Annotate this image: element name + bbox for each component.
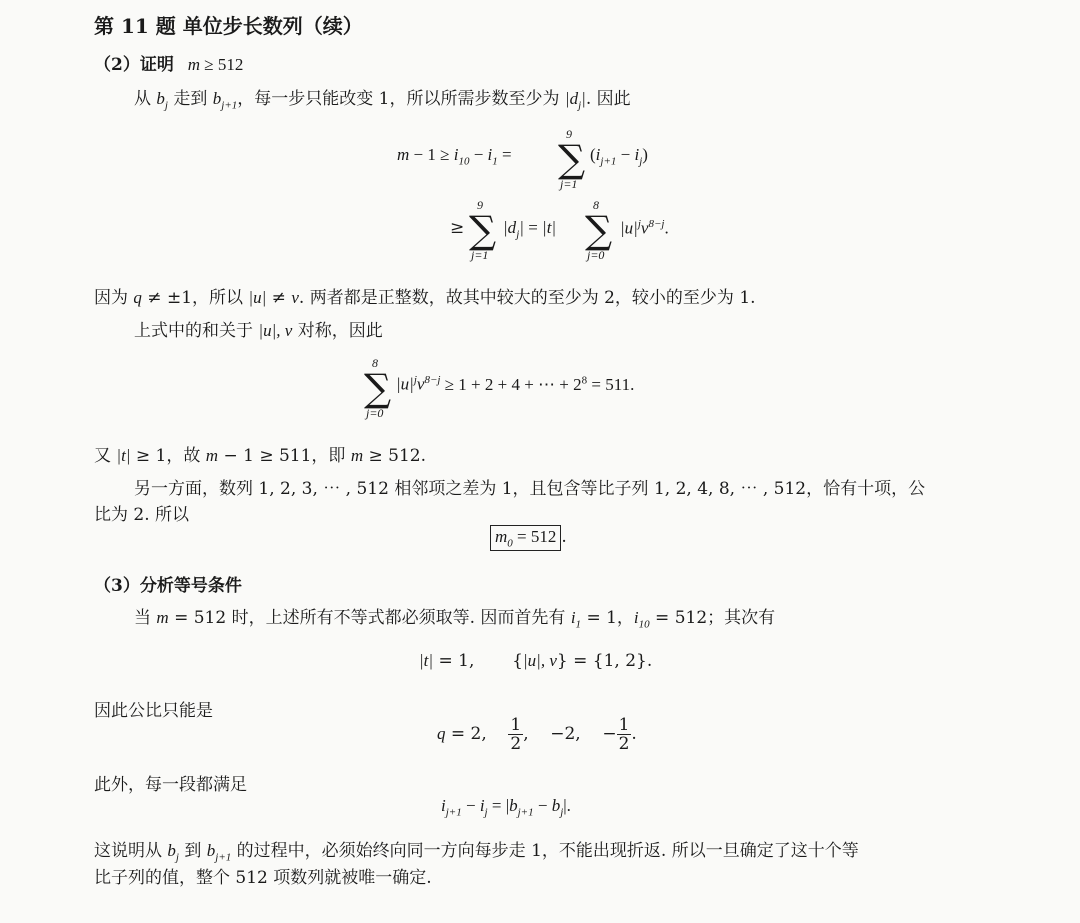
part3-line5 <box>94 863 432 888</box>
page-title-text: 第 11 题 单位步长数列（续） <box>94 14 363 38</box>
eq2-mid: $|d_j| = |t|$ <box>503 218 557 241</box>
part2-heading-label: （2）证明 <box>94 55 174 75</box>
part2-line4: 又 |t| ≥ 1，故 m − 1 ≥ 511，即 m ≥ 512. <box>94 446 427 466</box>
eq2-sum2-lower: j=0 <box>587 248 605 262</box>
part3-eq3: $i_{j+1} - i_j = |b_{j+1} - b_j|$. <box>441 796 571 819</box>
eq2-sum2-upper: 8 <box>593 198 599 212</box>
part3-heading <box>94 571 242 596</box>
eq1-sum-sign: ∑ <box>558 137 586 181</box>
part3-eq1: |t| = 1, {|u|, v} = {1, 2}. <box>419 651 653 671</box>
fraction-neg-half: $\frac{1}{2}$ <box>618 715 630 754</box>
part2-line1: 从 $b_j$ 走到 $b_{j+1}$，每一步只能改变 1，所以所需步数至少为 $|d_j|$. 因此 <box>134 89 631 112</box>
eq2-sum1-lower: j=1 <box>471 248 489 262</box>
part2-heading <box>94 50 243 75</box>
eq1-lhs: $m - 1 \ge i_{10} - i_1$ = <box>397 145 512 168</box>
eq1-sum-upper: 9 <box>566 127 572 141</box>
eq1-sum-lower: j=1 <box>560 177 578 191</box>
boxed-result-value: $m_0 = 512$ <box>490 525 561 551</box>
part3-line2: 因此公比只能是 <box>94 701 213 721</box>
page-title <box>94 10 363 39</box>
part3-line3: 此外，每一段都满足 <box>94 775 247 795</box>
part3-heading-label: （3）分析等号条件 <box>94 576 242 596</box>
eq3-sum-sign: ∑ <box>364 366 392 410</box>
part3-eq2: q = 2, $\frac{1}{2}$ , −2, − $\frac{1}{2}$ . <box>437 715 637 754</box>
eq3-sum-upper: 8 <box>372 356 378 370</box>
boxed-result: $m_0 = 512$ . <box>490 525 567 551</box>
part2-line2: 因为 q ≠ ±1，所以 |u| ≠ v. 两者都是正整数，故其中较大的至少为 2，较小的至少为 1. <box>94 288 756 308</box>
part2-line5: 另一方面，数列 1, 2, 3, ⋯ , 512 相邻项之差为 1，且包含等比子列 1, 2, 4, 8, ⋯ , 512，恰有十项，公 <box>134 479 926 499</box>
part2-heading-math: m ≥ 512 <box>187 55 244 74</box>
eq3-rhs: $|u|^jv^{8-j} \ge 1 + 2 + 4$ + ⋯ + $2^8 = 511$. <box>396 374 635 394</box>
part2-line6: 比为 2. 所以 <box>94 505 190 525</box>
eq1-rhs: $(i_{j+1} - i_j)$ <box>590 145 648 168</box>
part2-line3: 上式中的和关于 |u|, v 对称，因此 <box>134 321 383 341</box>
eq2-geq: ≥ <box>450 218 465 238</box>
eq2-sum1-sign: ∑ <box>469 208 497 252</box>
eq2-sum1-upper: 9 <box>477 198 483 212</box>
eq2-sum2-sign: ∑ <box>585 208 613 252</box>
part3-line4: 这说明从 $b_j$ 到 $b_{j+1}$ 的过程中，必须始终向同一方向每步走 1，不能出现折返. 所以一旦确定了这十个等 <box>94 841 859 864</box>
part3-line5-text: 比子列的值，整个 512 项数列就被唯一确定. <box>94 868 432 888</box>
eq3-sum-lower: j=0 <box>366 406 384 420</box>
fraction-half: $\frac{1}{2}$ <box>510 715 522 754</box>
part3-line1: 当 m = 512 时，上述所有不等式都必须取等. 因而首先有 $i_1 = 1$，$i_{10} = 512$；其次有 <box>134 608 776 631</box>
eq2-rhs: $|u|^jv^{8-j}$. <box>620 218 669 238</box>
